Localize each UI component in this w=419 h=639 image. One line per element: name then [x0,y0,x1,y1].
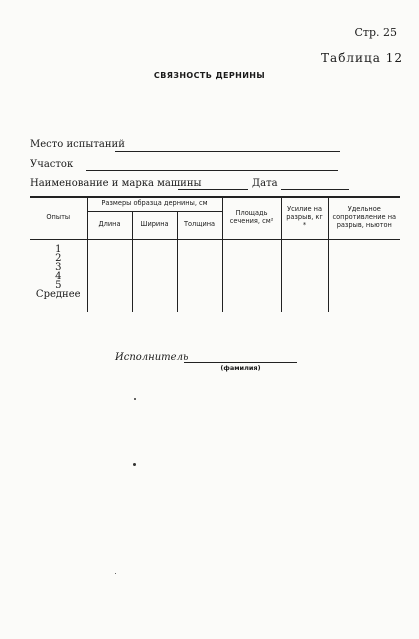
experiments-cell [30,239,87,312]
plot-line[interactable] [86,170,338,171]
row-label-4: 4 [55,270,62,282]
plot-label: Участок [30,159,74,170]
thickness-cell[interactable] [177,239,222,312]
header-thickness: Толщина [177,211,222,239]
header-resistance: Удельное сопротивление на разрыв, ньютон [328,197,400,239]
document-title: СВЯЗНОСТЬ ДЕРНИНЫ [153,71,266,80]
header-force-note: * [302,221,307,230]
header-experiments: Опыты [30,197,87,239]
row-label-5: 5 [55,279,62,291]
executor-line[interactable] [184,362,297,363]
cohesion-table [30,196,400,312]
scan-speck [134,398,136,400]
header-sample-size: Размеры образца дернины, см [87,197,222,211]
header-force-text: Усилие на разрыв, кг [286,205,323,222]
place-label: Место испытаний [30,139,125,150]
table-number: Таблица 12 [321,51,403,65]
scan-speck [133,463,136,466]
header-length: Длина [87,211,132,239]
row-label-2: 2 [55,252,62,264]
header-width: Ширина [132,211,177,239]
header-force [281,197,328,239]
place-line[interactable] [115,151,340,152]
row-label-average: Среднее [35,288,81,300]
machine-label: Наименование и марка машины [30,178,202,189]
resistance-cell[interactable] [328,239,400,312]
date-label: Дата [252,178,278,189]
width-cell[interactable] [132,239,177,312]
length-cell[interactable] [87,239,132,312]
machine-line[interactable] [178,189,248,190]
scan-speck [115,573,116,574]
row-label-1: 1 [55,243,62,255]
row-label-3: 3 [55,261,62,273]
executor-label: Исполнитель [115,352,189,363]
surname-caption: (фамилия) [220,364,261,372]
page-number: Стр. 25 [354,26,397,39]
area-cell[interactable] [222,239,281,312]
date-line[interactable] [281,189,349,190]
force-cell[interactable] [281,239,328,312]
header-area: Площадь сечения, см² [222,197,281,239]
